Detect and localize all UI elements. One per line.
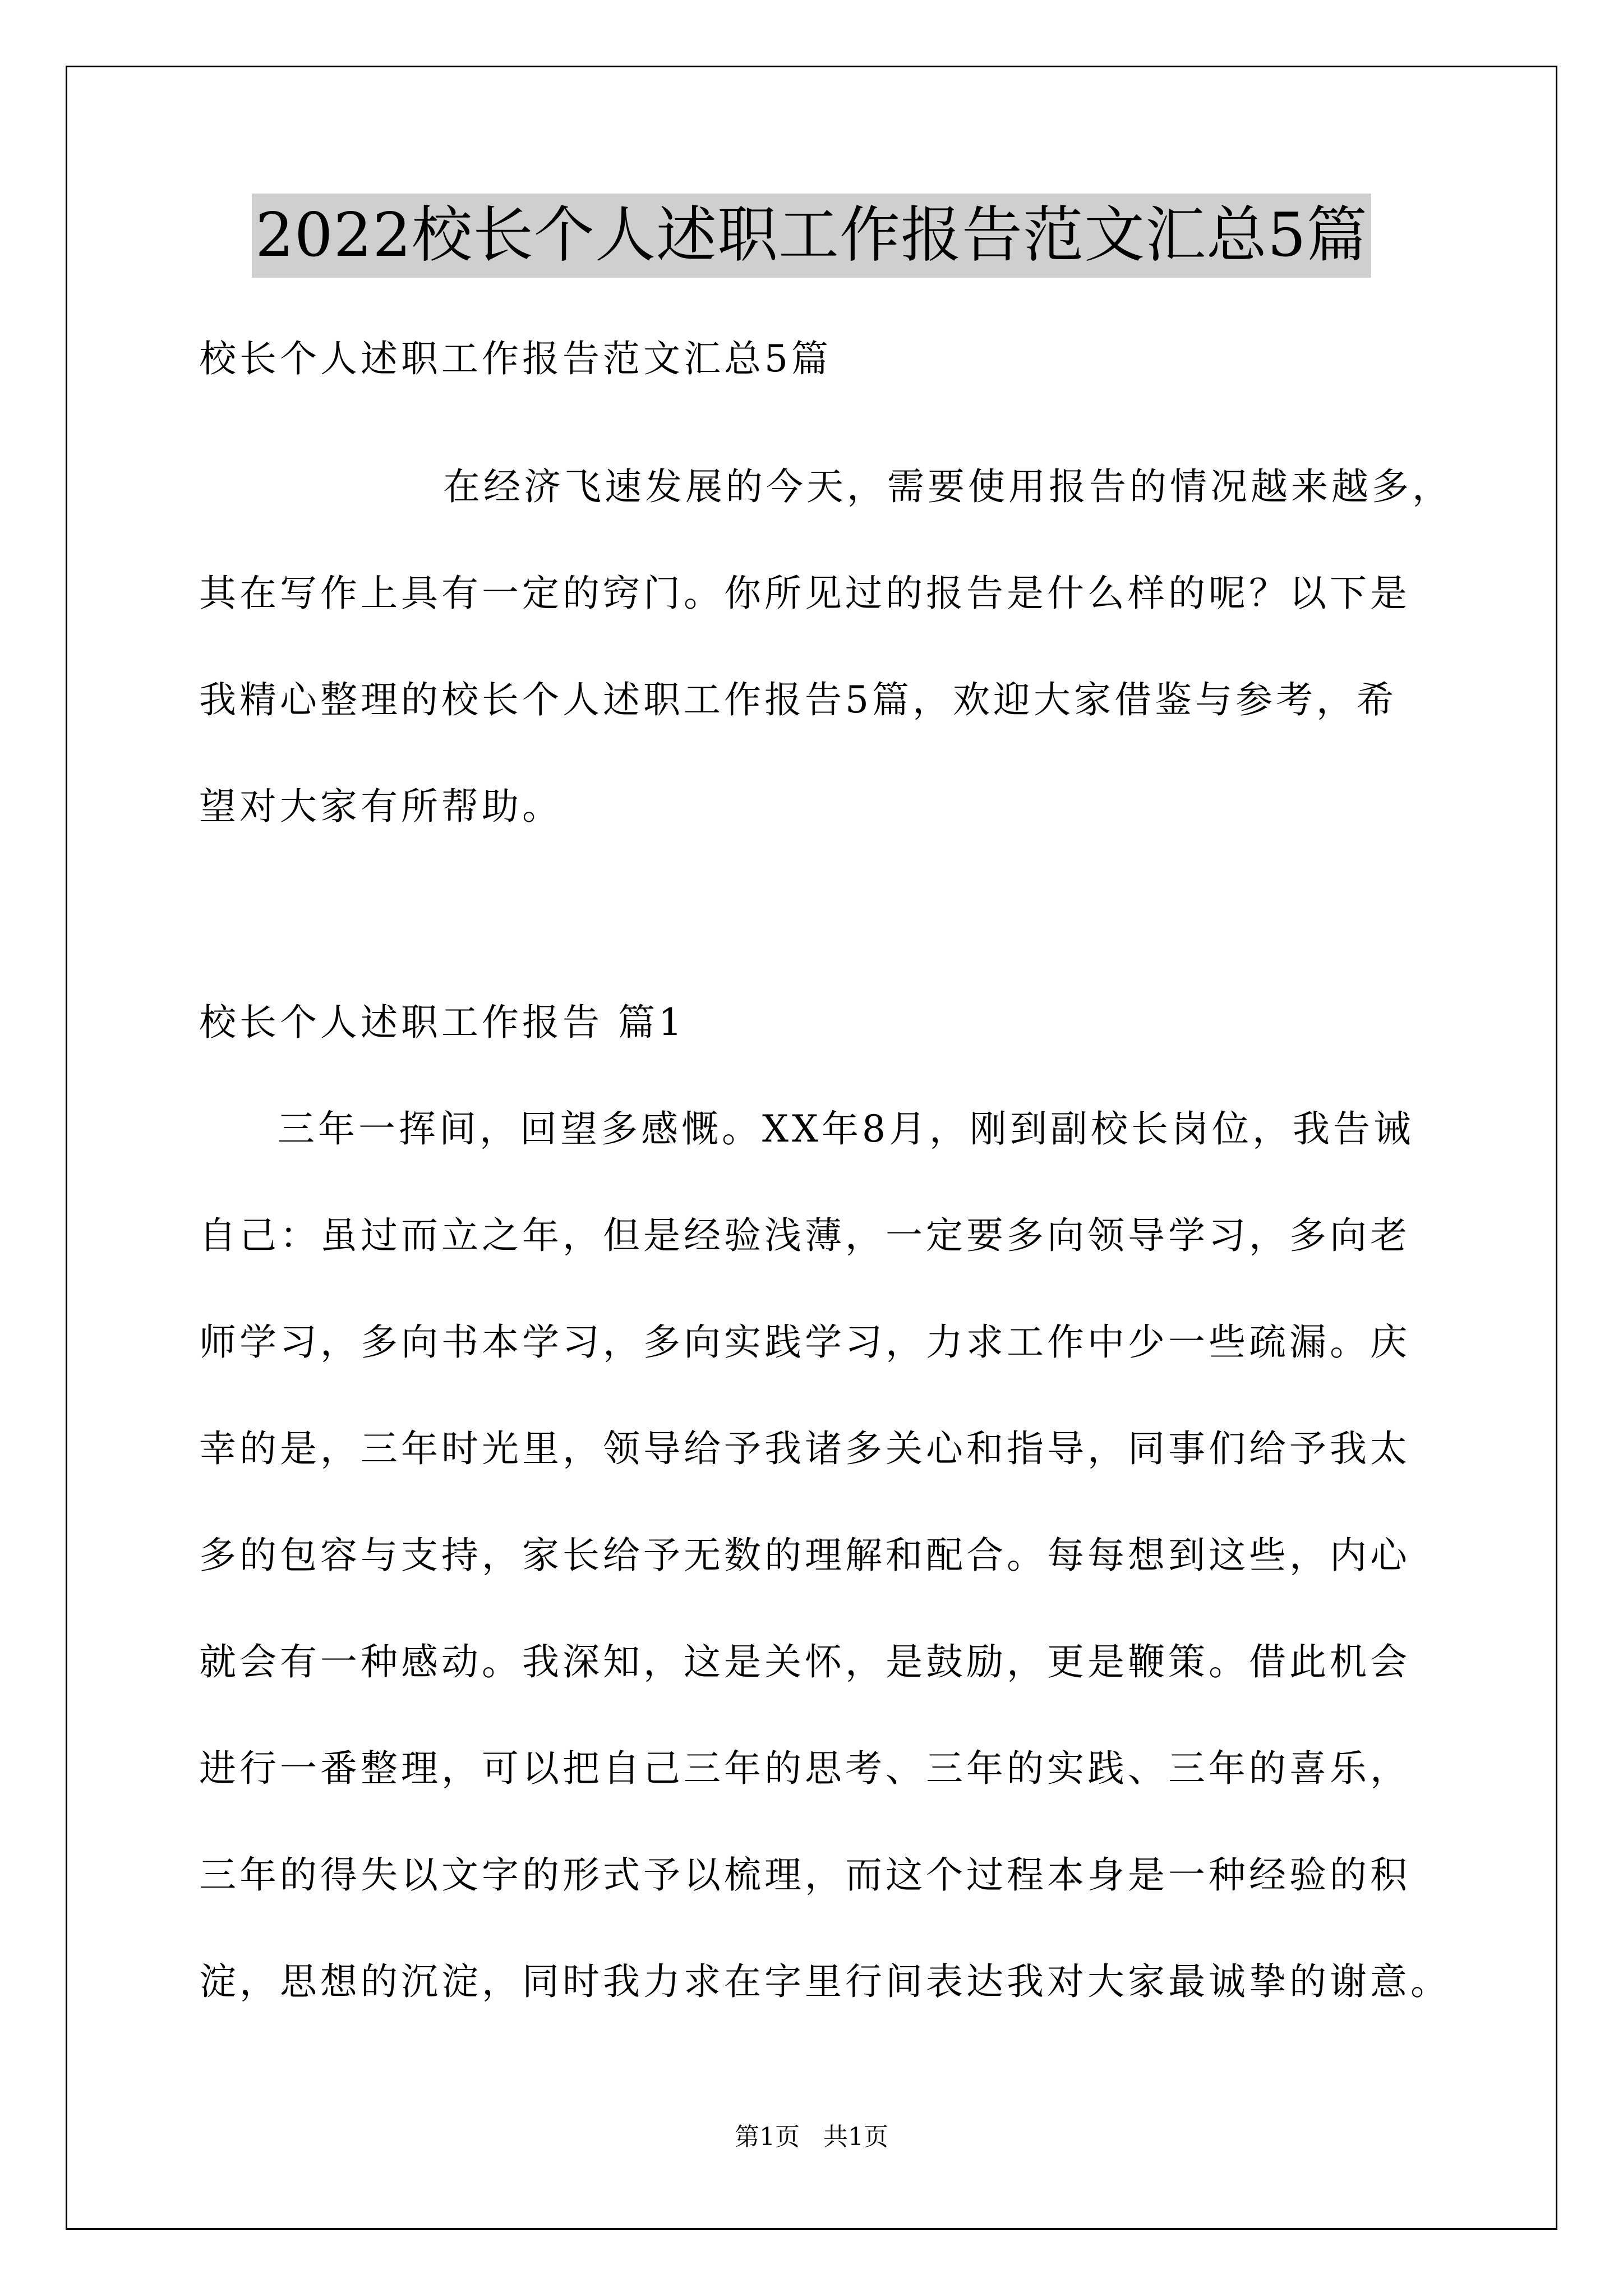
section-line: 淀，思想的沉淀，同时我力求在字里行间表达我对大家最诚挚的谢意。: [199, 1960, 1451, 2003]
document-title: 2022校长个人述职工作报告范文汇总5篇: [252, 194, 1371, 278]
section-line: 三年的得失以文字的形式予以梳理，而这个过程本身是一种经验的积: [199, 1853, 1410, 1897]
page-number-info: 第1页 共1页: [735, 2123, 888, 2151]
title-container: [0, 194, 1623, 278]
section-line: 幸的是，三年时光里，领导给予我诸多关心和指导，同事们给予我太: [199, 1427, 1410, 1470]
intro-line: 在经济飞速发展的今天，需要使用报告的情况越来越多，: [443, 465, 1453, 508]
section-line: 师学习，多向书本学习，多向实践学习，力求工作中少一些疏漏。庆: [199, 1320, 1410, 1364]
section-line: 多的包容与支持，家长给予无数的理解和配合。每每想到这些，内心: [199, 1534, 1410, 1577]
document-subtitle: 校长个人述职工作报告范文汇总5篇: [199, 337, 832, 380]
intro-line: 望对大家有所帮助。: [199, 785, 562, 828]
section-line: 自己：虽过而立之年，但是经验浅薄，一定要多向领导学习，多向老: [199, 1214, 1410, 1257]
section-heading: 校长个人述职工作报告 篇1: [199, 1001, 685, 1044]
page-footer: [0, 2120, 1623, 2154]
intro-line: 其在写作上具有一定的窍门。你所见过的报告是什么样的呢？以下是: [199, 572, 1410, 615]
section-line: 就会有一种感动。我深知，这是关怀，是鼓励，更是鞭策。借此机会: [199, 1640, 1410, 1683]
section-line: 三年一挥间，回望多感慨。XX年8月，刚到副校长岗位，我告诫: [278, 1107, 1414, 1151]
section-line: 进行一番整理，可以把自己三年的思考、三年的实践、三年的喜乐，: [199, 1747, 1410, 1790]
intro-line: 我精心整理的校长个人述职工作报告5篇，欢迎大家借鉴与参考，希: [199, 678, 1397, 721]
